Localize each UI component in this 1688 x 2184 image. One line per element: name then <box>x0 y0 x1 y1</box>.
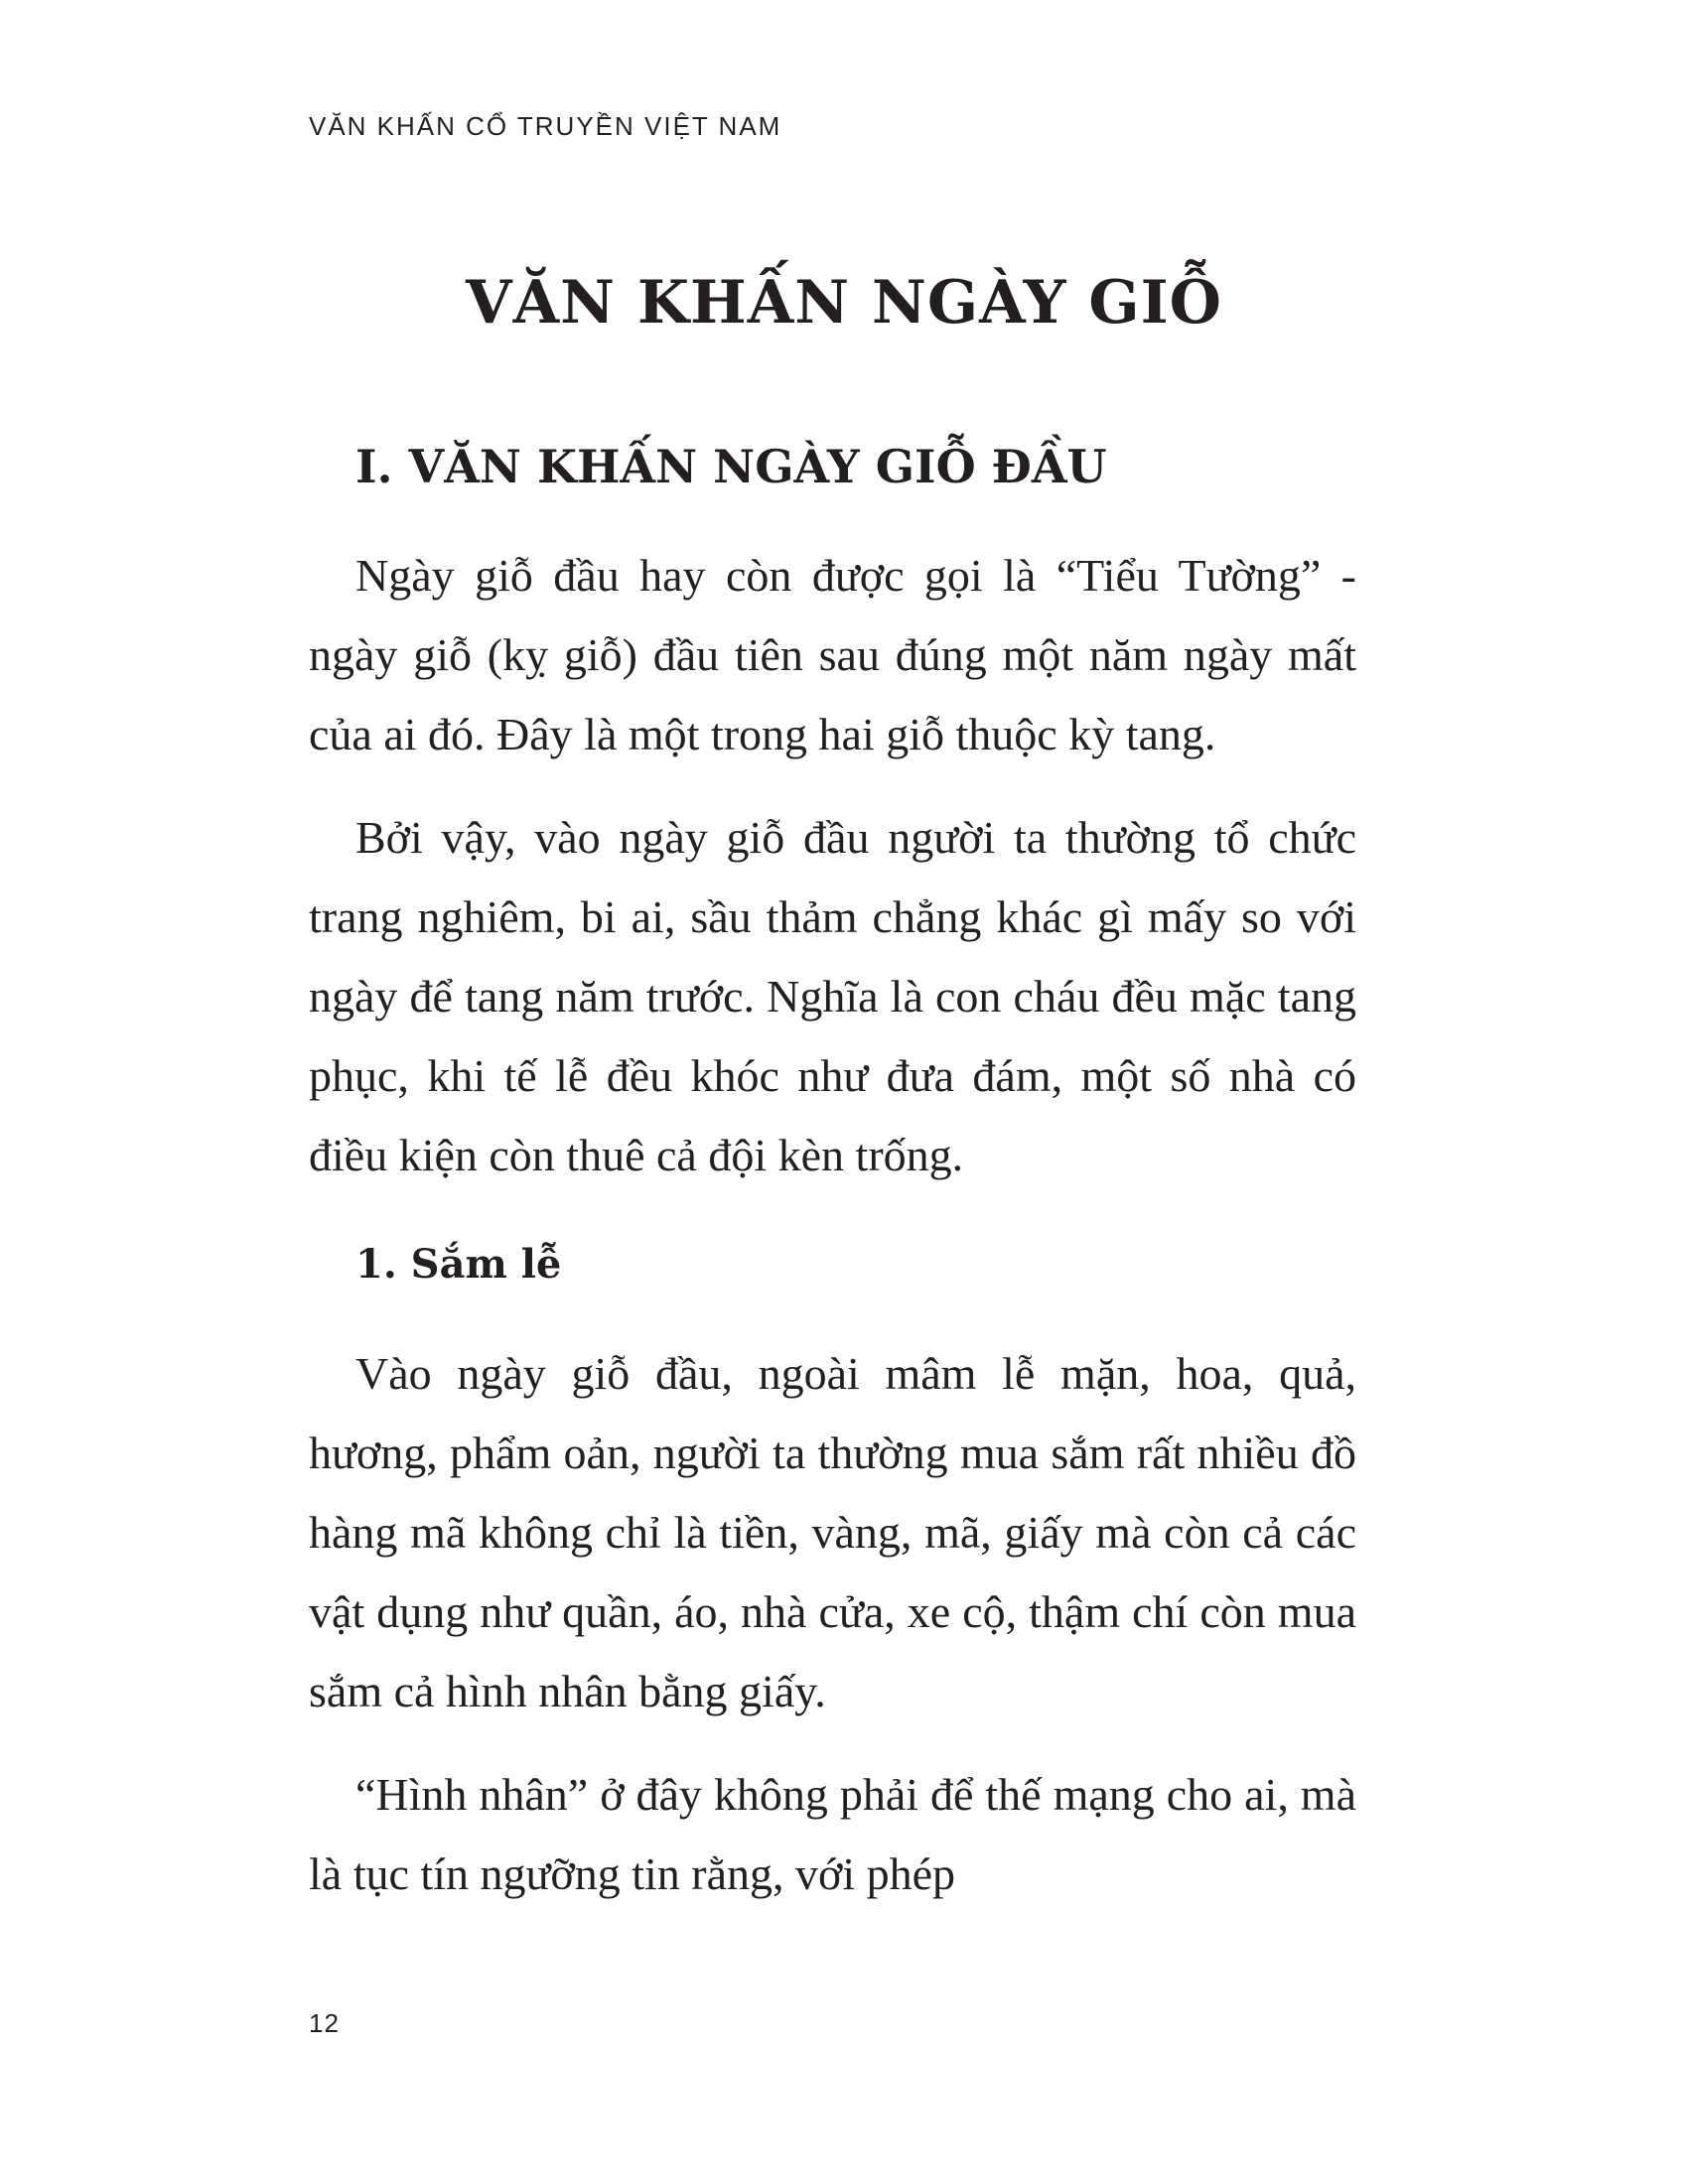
page-number: 12 <box>309 2008 340 2038</box>
section-heading: I. VĂN KHẤN NGÀY GIỖ ĐẦU <box>355 440 1107 493</box>
chapter-title: VĂN KHẤN NGÀY GIỖ <box>466 268 1222 339</box>
body-paragraph: Bởi vậy, vào ngày giỗ đầu người ta thường tổ chức trang nghiêm, bi ai, sầu thảm chẳng khác gì mấy so với ngày để tang năm trước. Nghĩa là con cháu đều mặc tang phục, khi tế lễ đều khóc như đưa đám, một số nhà có điều kiện còn thuê cả đội kèn trống. <box>309 812 1356 1180</box>
body-paragraph: Vào ngày giỗ đầu, ngoài mâm lễ mặn, hoa, quả, hương, phẩm oản, người ta thường mua sắm rất nhiều đồ hàng mã không chỉ là tiền, vàng, mã, giấy mà còn cả các vật dụng như quần, áo, nhà cửa, xe cộ, thậm chí còn mua sắm cả hình nhân bằng giấy. <box>309 1348 1356 1716</box>
page-content <box>309 427 1356 1914</box>
body-paragraph: “Hình nhân” ở đây không phải để thế mạng cho ai, mà là tục tín ngưỡng tin rằng, với phép <box>309 1769 1356 1899</box>
body-paragraph: Ngày giỗ đầu hay còn được gọi là “Tiểu Tường” - ngày giỗ (kỵ giỗ) đầu tiên sau đúng một năm ngày mất của ai đó. Đây là một trong hai giỗ thuộc kỳ tang. <box>309 550 1356 759</box>
running-header: VĂN KHẤN CỔ TRUYỀN VIỆT NAM <box>309 111 782 141</box>
subsection-heading: 1. Sắm lễ <box>355 1241 562 1288</box>
